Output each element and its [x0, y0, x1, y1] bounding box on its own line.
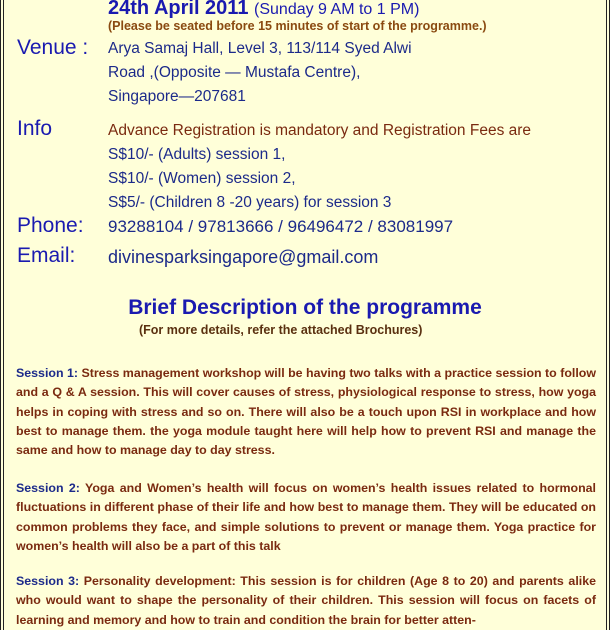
venue-line: Arya Samaj Hall, Level 3, 113/114 Syed Alwi [108, 40, 412, 57]
info-intro: Advance Registration is mandatory and Registration Fees are [108, 122, 532, 139]
session-text: Yoga and Women’s health will focus on women’s health issues related to hormonal fluctuations in different phase of their life and how best to manage them. They will be educated on common problems they face, and simple solutions to prevent or manage them. Yoga practice for women’s health will also be a part of this talk [16, 481, 596, 553]
seating-note: (Please be seated before 15 minutes of start of the programme.) [108, 19, 487, 33]
session-1 [16, 364, 596, 460]
fee-line: S$10/- (Adults) session 1, [108, 146, 286, 163]
email-link[interactable]: divinesparksingapore@gmail.com [108, 247, 379, 267]
session-label: Session 1: [16, 366, 78, 380]
time-text: (Sunday 9 AM to 1 PM) [254, 1, 420, 18]
session-2 [16, 479, 596, 556]
session-label: Session 3: [16, 574, 80, 588]
session-3 [16, 572, 596, 630]
email-label: Email: [17, 244, 76, 267]
date-text: 24th April 2011 [108, 0, 249, 19]
description-title: Brief Description of the programme [128, 296, 482, 319]
description-subtitle: (For more details, refer the attached Brochures) [139, 323, 423, 337]
session-text: Personality development: This session is for children (Age 8 to 20) and parents alike who would want to shape the personality of their children. This session will focus on facets of learning and memory and how to train and condition the brain for better atten- [16, 574, 596, 627]
phone-label: Phone: [17, 214, 84, 237]
phone-value: 93288104 / 97813666 / 96496472 / 83081997 [108, 217, 454, 236]
venue-line: Singapore—207681 [108, 88, 246, 105]
session-text: Stress management workshop will be having two talks with a practice session to follow and a Q & A session. This will cover causes of stress, physiological response to stress, how yoga helps in coping with stress and so on. There will also be a touch upon RSI in workplace and how best to manage them. the yoga module taught here will help how to prevent RSI and manage the same and how to manage day to day stress. [16, 366, 596, 458]
fee-line: S$10/- (Women) session 2, [108, 170, 296, 187]
session-label: Session 2: [16, 481, 80, 495]
fee-line: S$5/- (Children 8 -20 years) for session 3 [108, 194, 392, 211]
venue-line: Road ,(Opposite — Mustafa Centre), [108, 64, 361, 81]
venue-label: Venue : [17, 36, 89, 59]
info-label: Info [17, 117, 53, 140]
event-date [108, 0, 419, 20]
